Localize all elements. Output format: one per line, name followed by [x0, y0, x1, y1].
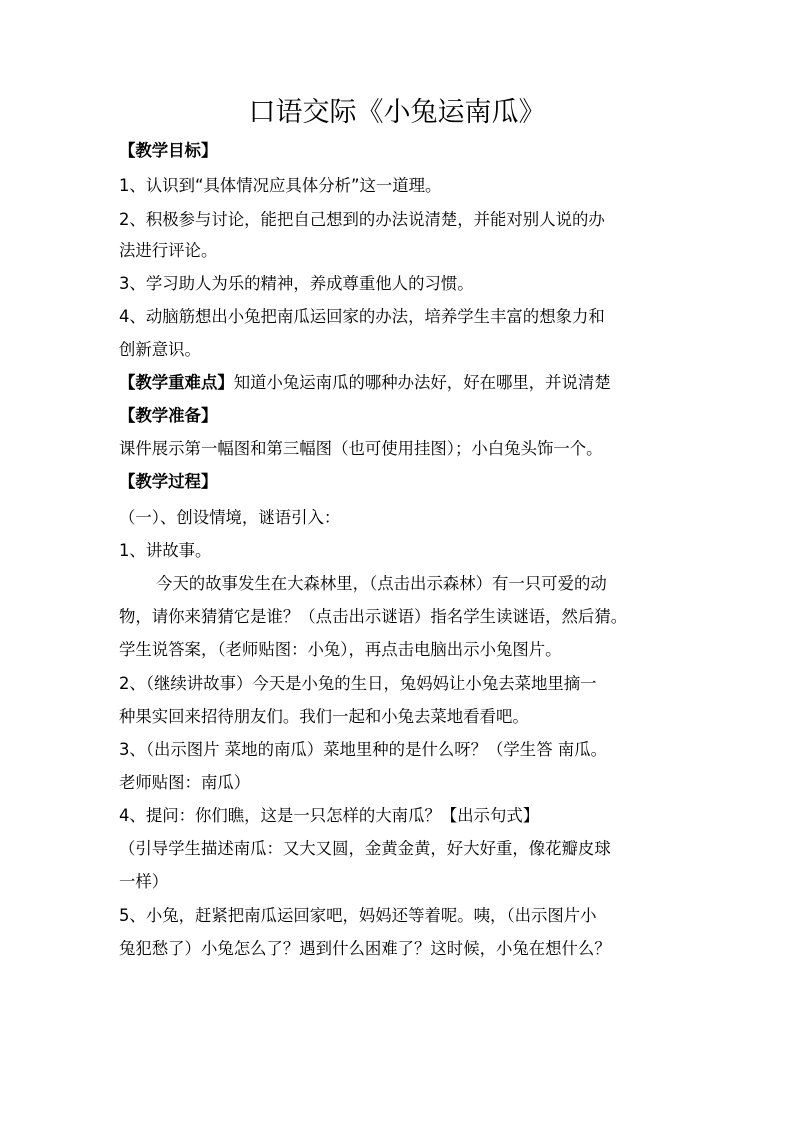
process-line-6: 2、（继续讲故事）今天是小兔的生日，兔妈妈让小兔去菜地里摘一 — [119, 674, 597, 693]
process-line-5: 学生说答案，（老师贴图：小兔），再点击电脑出示小兔图片。 — [119, 640, 562, 659]
objectives-heading: 【教学目标】 — [119, 141, 218, 160]
objective-line-5: 4、动脑筋想出小兔把南瓜运回家的办法，培养学生丰富的想象力和 — [119, 307, 605, 326]
key-points-paragraph — [119, 371, 679, 395]
process-line-2: 1、讲故事。 — [119, 541, 212, 560]
document-title: 口语交际《小兔运南瓜》 — [248, 97, 546, 128]
preparation-heading: 【教学准备】 — [119, 406, 218, 425]
preparation-text: 课件展示第一幅图和第三幅图（也可使用挂图）；小白兔头饰一个。 — [119, 439, 603, 458]
objective-line-1: 1、认识到“具体情况应具体分析”这一道理。 — [119, 176, 442, 195]
process-line-1: （一）、创设情境，谜语引入： — [119, 508, 341, 527]
process-line-11: （引导学生描述南瓜：又大又圆，金黄金黄，好大好重，像花瓣皮球 — [119, 839, 611, 858]
process-line-9: 老师贴图：南瓜） — [119, 773, 251, 792]
process-line-10: 4、提问：你们瞧，这是一只怎样的大南瓜？【出示句式】 — [119, 806, 540, 825]
objective-line-2: 2、积极参与讨论，能把自己想到的办法说清楚，并能对别人说的办 — [119, 210, 605, 229]
process-line-4: 物，请你来猜猜它是谁？（点击出示谜语）指名学生读谜语，然后猜。 — [119, 607, 628, 626]
process-line-8: 3、（出示图片 菜地的南瓜）菜地里种的是什么呀？（学生答 南瓜。 — [119, 740, 607, 759]
key-points-heading: 【教学重难点】 — [119, 373, 234, 392]
process-line-12: 一样） — [119, 872, 169, 891]
process-line-7: 种果实回来招待朋友们。我们一起和小兔去菜地看看吧。 — [119, 707, 529, 726]
key-points-text: 知道小兔运南瓜的哪种办法好，好在哪里，并说清楚 — [233, 373, 611, 392]
objective-line-4: 3、学习助人为乐的精神，养成尊重他人的习惯。 — [119, 274, 474, 293]
objective-line-3: 法进行评论。 — [119, 241, 218, 260]
process-line-14: 兔犯愁了）小兔怎么了？遇到什么困难了？这时候，小兔在想什么？ — [119, 939, 611, 958]
process-heading: 【教学过程】 — [119, 472, 218, 491]
objective-line-6: 创新意识。 — [119, 340, 201, 359]
process-line-3: 今天的故事发生在大森林里，（点击出示森林）有一只可爱的动 — [156, 574, 607, 593]
process-line-13: 5、小兔，赶紧把南瓜运回家吧，妈妈还等着呢。咦，（出示图片小 — [119, 906, 597, 925]
